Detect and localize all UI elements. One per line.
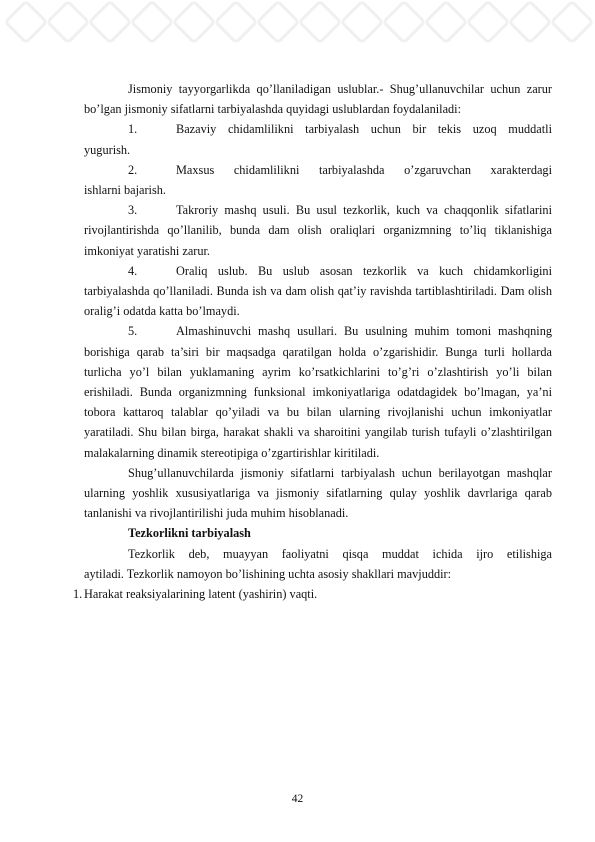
intro-paragraph: Jismoniy tayyorgarlikda qo’llaniladigan uslublar.- Shug’ullanuvchilar uchun zarur bo’lgan jismoniy sifatlarni tarbiyalashda quyidagi uslublardan foydalaniladi: xyxy=(84,82,552,117)
list-item-1-number: 1. xyxy=(128,122,138,137)
page-number: 42 xyxy=(291,793,304,805)
list-item-4 xyxy=(84,261,552,322)
list-item-2-text: Maxsus chidamlilikni tarbiyalashda o’zgaruvchan xarakterdagi xyxy=(176,162,552,177)
list-item-3-number: 3. xyxy=(128,203,138,218)
list-item-2-continuation: ishlarni bajarish. xyxy=(84,183,166,198)
list-item-1 xyxy=(84,119,552,139)
body-text xyxy=(73,79,552,604)
list-item-5-text: Almashinuvchi mashq usullari. Bu usulning muhim tomoni mashqning borishiga qarab ta’siri bir maqsadga qaratilgan holda o’zgarishidir. Bunga turli hollarda turlicha yo’l bilan yuklamaning ayrim ko’rsatkichlarini to’g’ri o’zlashtirish yo’li bilan erishiladi. Bunda organizmning funksional imkoniyatlariga odatdagidek bo’lmagan, ya’ni tobora kattaroq talablar qo’yiladi va bu bilan ularning rivojlanishi uchun imkoniyatlar yaratiladi. Shu bilan birga, harakat shakli va sharoitini yangilab turish tufayli o’zlashtirilgan malakalarning dinamik stereotipiga o’zgartirishlar kiritiladi. xyxy=(84,324,552,460)
list-item-5-number: 5. xyxy=(128,324,138,339)
list-item-3-text: Takroriy mashq usuli. Bu usul tezkorlik, kuch va chaqqonlik sifatlarini rivojlantirishda qo’llanilib, bunda dam olish oraliqlari organizmning to’liq tiklanishiga imkoniyat yaratishi zarur. xyxy=(84,203,552,258)
speed-definition-line-1: Tezkorlik deb, muayyan faoliyatni qisqa muddat ichida ijro etilishiga xyxy=(128,546,552,561)
list-item-2-number: 2. xyxy=(128,162,138,177)
list-item-2 xyxy=(84,160,552,180)
list-item-4-number: 4. xyxy=(128,263,138,278)
summary-paragraph: Shug’ullanuvchilarda jismoniy sifatlarni tarbiyalash uchun berilayotgan mashqlar ularning yoshlik xususiyatlariga va jismoniy sifatlarning qulay yoshlik davrlariga qarab tanlanishi va rivojlantirilishi juda muhim hisoblanadi. xyxy=(84,465,552,521)
section-heading: Tezkorlikni tarbiyalash xyxy=(128,526,251,541)
numbered-list-text: Harakat reaksiyalarining latent (yashirin) vaqti. xyxy=(84,587,318,602)
list-item-3 xyxy=(84,200,552,261)
speed-definition-line-2: aytiladi. Tezkorlik namoyon bo’lishining uchta asosiy shakllari mavjuddir: xyxy=(84,566,452,581)
numbered-list-item-1 xyxy=(73,584,552,604)
numbered-list-marker: 1. xyxy=(73,587,83,602)
watermark-pattern xyxy=(0,0,595,40)
list-item-1-text: Bazaviy chidamlilikni tarbiyalash uchun bir tekis uzoq muddatli xyxy=(176,122,552,137)
list-item-1-continuation: yugurish. xyxy=(84,142,131,157)
list-item-4-text: Oraliq uslub. Bu uslub asosan tezkorlik va kuch chidamkorligini tarbiyalashda qo’llaniladi. Bunda ish va dam olish qat’iy ravishda tartiblashtiriladi. Dam olish oralig’i odatda katta bo’lmaydi. xyxy=(84,263,552,319)
list-item-5 xyxy=(84,321,552,462)
